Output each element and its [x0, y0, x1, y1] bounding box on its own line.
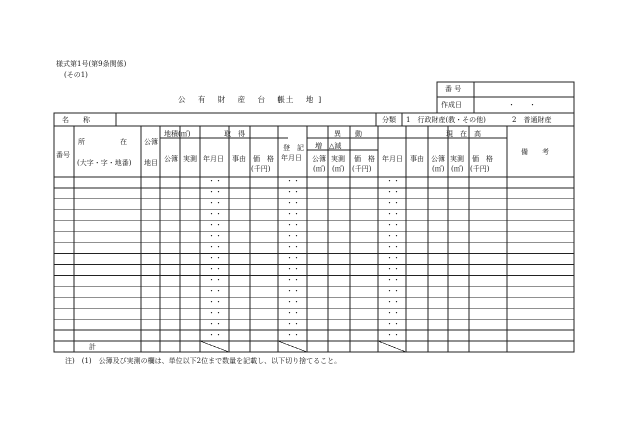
name-label: 名 称 — [62, 116, 90, 124]
col-change-actual-1: 実測 — [331, 155, 345, 163]
classification-option-general[interactable]: 2 普通財産 — [512, 116, 552, 124]
row-change-date[interactable]: ・・ — [386, 319, 400, 328]
col-acquisition-date: 年月日 — [203, 155, 224, 163]
col-change-ledger-1: 公簿 — [312, 155, 326, 163]
header-merge-mask — [407, 127, 428, 138]
footnote: 注) (1) 公簿及び実測の欄は、単位以下2位まで数量を記載し、以下切り捨てること。 — [65, 357, 342, 365]
total-diagonal — [200, 341, 229, 352]
row-change-date[interactable]: ・・ — [386, 232, 400, 241]
header-merge-mask — [379, 127, 406, 138]
row-acquisition-date[interactable]: ・・ — [208, 188, 222, 197]
page-title: 公 有 財 産 台 帳 — [178, 95, 290, 104]
row-registration-date[interactable]: ・・ — [286, 275, 300, 284]
row-registration-date[interactable]: ・・ — [286, 286, 300, 295]
row-registration-date[interactable]: ・・ — [286, 243, 300, 252]
col-area-head: 地積(㎡) — [164, 130, 191, 138]
row-registration-date[interactable]: ・・ — [286, 308, 300, 317]
row-change-date[interactable]: ・・ — [386, 210, 400, 219]
row-acquisition-date[interactable]: ・・ — [208, 199, 222, 208]
row-acquisition-date[interactable]: ・・ — [208, 232, 222, 241]
number-label: 番 号 — [445, 85, 462, 93]
col-change-actual-2: (㎡) — [332, 165, 345, 173]
row-acquisition-date[interactable]: ・・ — [208, 319, 222, 328]
header-merge-mask — [429, 127, 448, 138]
col-change-price-2: (千円) — [352, 165, 372, 173]
row-change-date[interactable]: ・・ — [386, 275, 400, 284]
row-change-date[interactable]: ・・ — [386, 264, 400, 273]
col-remarks: 備 考 — [521, 148, 549, 156]
row-change-date[interactable]: ・・ — [386, 286, 400, 295]
row-acquisition-date[interactable]: ・・ — [208, 177, 222, 186]
row-acquisition-date[interactable]: ・・ — [208, 221, 222, 230]
col-registration-1: 登 記 — [283, 144, 304, 152]
row-registration-date[interactable]: ・・ — [286, 330, 300, 339]
row-acquisition-date[interactable]: ・・ — [208, 330, 222, 339]
col-location: 所 在 — [78, 138, 127, 146]
total-label: 計 — [89, 343, 96, 351]
row-acquisition-date[interactable]: ・・ — [208, 275, 222, 284]
row-acquisition-date[interactable]: ・・ — [208, 264, 222, 273]
col-current-head: 現 在 高 — [446, 130, 481, 138]
classification-label: 分類 — [382, 116, 396, 124]
row-acquisition-date[interactable]: ・・ — [208, 297, 222, 306]
form-number-label: 様式第1号(第9条関係) — [56, 60, 127, 68]
row-acquisition-date[interactable]: ・・ — [208, 308, 222, 317]
col-acquisition-reason: 事由 — [232, 155, 246, 163]
form-sub-number: (その1) — [64, 71, 88, 79]
created-date-value[interactable]: ・ ・ — [508, 101, 536, 109]
row-change-date[interactable]: ・・ — [386, 199, 400, 208]
row-registration-date[interactable]: ・・ — [286, 297, 300, 306]
col-land-category-2: 地目 — [144, 159, 158, 167]
col-number: 番号 — [56, 151, 70, 159]
row-change-date[interactable]: ・・ — [386, 297, 400, 306]
row-change-date[interactable]: ・・ — [386, 221, 400, 230]
col-area-actual: 実測 — [183, 155, 197, 163]
col-current-price-2: (千円) — [470, 165, 490, 173]
col-current-ledger-1: 公簿 — [431, 155, 445, 163]
col-change-head: 異 動 — [334, 130, 362, 138]
col-change-ledger-2: (㎡) — [313, 165, 326, 173]
total-diagonal — [278, 341, 307, 352]
page-title-kind: [土 地] — [278, 95, 327, 104]
col-registration-2: 年月日 — [281, 154, 302, 162]
header-merge-mask — [251, 127, 278, 138]
row-change-date[interactable]: ・・ — [386, 243, 400, 252]
row-registration-date[interactable]: ・・ — [286, 254, 300, 262]
row-registration-date[interactable]: ・・ — [286, 188, 300, 197]
row-registration-date[interactable]: ・・ — [286, 221, 300, 230]
row-change-date[interactable]: ・・ — [386, 308, 400, 317]
col-location-sub: (大字・字・地番) — [77, 159, 132, 167]
classification-option-administrative[interactable]: 1 行政財産(教・その他) — [406, 116, 486, 124]
col-land-category-1: 公簿 — [144, 138, 158, 146]
row-change-date[interactable]: ・・ — [386, 188, 400, 197]
total-diagonal — [378, 341, 406, 352]
col-change-date: 年月日 — [382, 155, 403, 163]
row-registration-date[interactable]: ・・ — [286, 264, 300, 273]
row-change-date[interactable]: ・・ — [386, 254, 400, 262]
col-area-ledger: 公簿 — [164, 155, 178, 163]
row-registration-date[interactable]: ・・ — [286, 232, 300, 241]
col-acquisition-price-1: 価 格 — [253, 155, 274, 163]
created-date-label: 作成日 — [441, 101, 462, 109]
col-current-actual-2: (㎡) — [451, 165, 464, 173]
row-acquisition-date[interactable]: ・・ — [208, 243, 222, 252]
row-change-date[interactable]: ・・ — [386, 330, 400, 339]
col-acquisition-price-2: (千円) — [251, 165, 271, 173]
row-acquisition-date[interactable]: ・・ — [208, 210, 222, 219]
row-registration-date[interactable]: ・・ — [286, 177, 300, 186]
col-acquisition-head: 取 得 — [224, 130, 245, 138]
row-registration-date[interactable]: ・・ — [286, 319, 300, 328]
col-current-ledger-2: (㎡) — [432, 165, 445, 173]
row-acquisition-date[interactable]: ・・ — [208, 286, 222, 295]
col-change-price-1: 価 格 — [354, 155, 375, 163]
col-current-actual-1: 実測 — [450, 155, 464, 163]
row-registration-date[interactable]: ・・ — [286, 210, 300, 219]
row-registration-date[interactable]: ・・ — [286, 199, 300, 208]
col-change-reason: 事由 — [410, 155, 424, 163]
row-acquisition-date[interactable]: ・・ — [208, 254, 222, 262]
col-change-sub: 増 △減 — [315, 142, 342, 150]
col-current-price-1: 価 格 — [472, 155, 493, 163]
row-change-date[interactable]: ・・ — [386, 177, 400, 186]
